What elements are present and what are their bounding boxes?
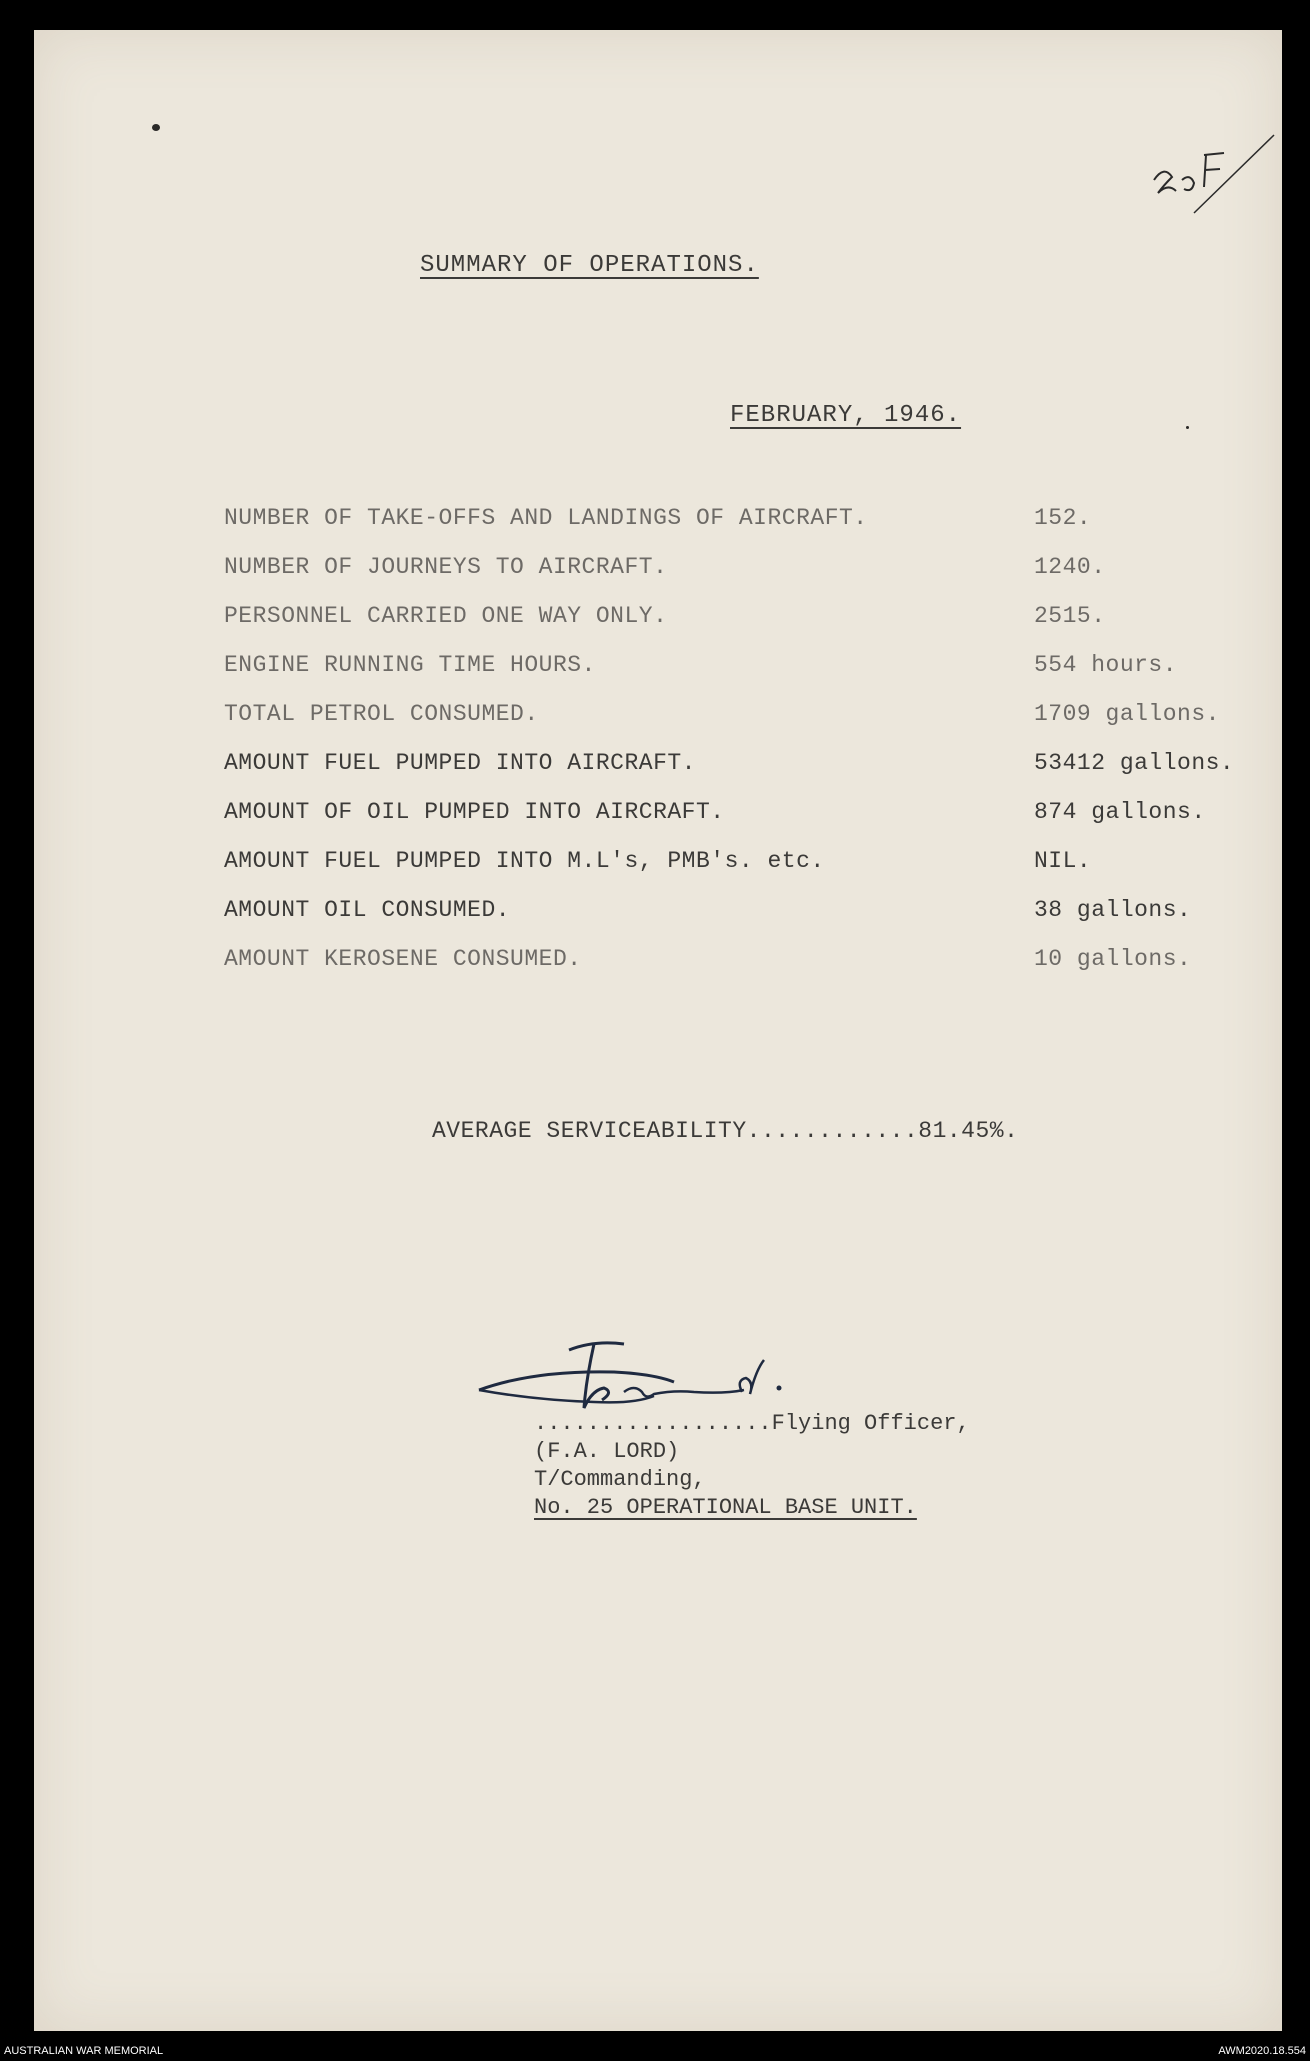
document-page (34, 30, 1282, 2031)
data-row (224, 603, 1274, 643)
data-row (224, 897, 1274, 937)
data-row (224, 652, 1274, 692)
row-label: TOTAL PETROL CONSUMED. (224, 701, 539, 727)
data-row (224, 848, 1274, 888)
row-label: NUMBER OF JOURNEYS TO AIRCRAFT. (224, 554, 668, 580)
signatory-role: T/Commanding, (534, 1467, 706, 1492)
row-label: AMOUNT OIL CONSUMED. (224, 897, 511, 923)
data-row (224, 799, 1274, 839)
row-label: AMOUNT KEROSENE CONSUMED. (224, 946, 582, 972)
row-value: 1240. (1034, 554, 1106, 580)
signature-block (534, 1410, 970, 1522)
row-label: AMOUNT OF OIL PUMPED INTO AIRCRAFT. (224, 799, 725, 825)
average-serviceability: AVERAGE SERVICEABILITY............81.45%. (432, 1118, 1019, 1144)
catalogue-number: AWM2020.18.554 (1218, 2045, 1306, 2057)
ink-speck (1186, 426, 1189, 429)
signatory-name: (F.A. LORD) (534, 1439, 680, 1464)
row-value: 10 gallons. (1034, 946, 1192, 972)
signatory-rank: ..................Flying Officer, (534, 1411, 970, 1436)
row-value: 554 hours. (1034, 652, 1178, 678)
row-value: 2515. (1034, 603, 1106, 629)
row-value: 1709 gallons. (1034, 701, 1220, 727)
document-title: SUMMARY OF OPERATIONS. (420, 252, 759, 279)
data-row (224, 505, 1274, 545)
ink-speck (152, 124, 160, 131)
archive-caption: AUSTRALIAN WAR MEMORIAL (4, 2045, 164, 2057)
folio-mark (1134, 125, 1284, 215)
data-row (224, 946, 1274, 986)
row-label: NUMBER OF TAKE-OFFS AND LANDINGS OF AIRCRAFT. (224, 505, 868, 531)
row-label: ENGINE RUNNING TIME HOURS. (224, 652, 596, 678)
row-value: NIL. (1034, 848, 1092, 874)
data-row (224, 750, 1274, 790)
document-date: FEBRUARY, 1946. (730, 402, 962, 429)
row-value: 152. (1034, 505, 1092, 531)
row-value: 874 gallons. (1034, 799, 1206, 825)
row-label: AMOUNT FUEL PUMPED INTO AIRCRAFT. (224, 750, 696, 776)
signatory-unit: No. 25 OPERATIONAL BASE UNIT. (534, 1495, 917, 1520)
row-value: 38 gallons. (1034, 897, 1192, 923)
row-label: AMOUNT FUEL PUMPED INTO M.L's, PMB's. etc. (224, 848, 825, 874)
data-row (224, 701, 1274, 741)
row-value: 53412 gallons. (1034, 750, 1235, 776)
data-row (224, 554, 1274, 594)
row-label: PERSONNEL CARRIED ONE WAY ONLY. (224, 603, 668, 629)
